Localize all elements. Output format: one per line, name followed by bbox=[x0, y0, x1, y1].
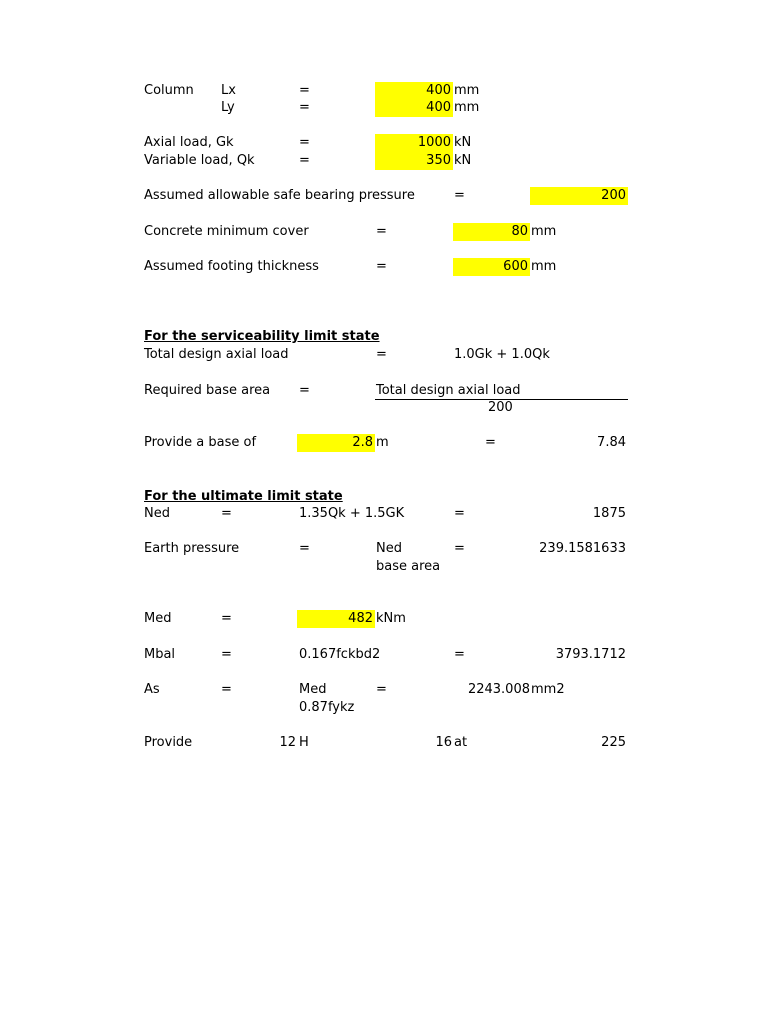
cover-unit: mm bbox=[531, 224, 557, 239]
equals-sign: = bbox=[376, 259, 387, 274]
cover-label: Concrete minimum cover bbox=[144, 224, 309, 239]
ly-unit: mm bbox=[454, 100, 480, 115]
equals-sign: = bbox=[376, 347, 387, 362]
base-size-unit: m bbox=[376, 435, 389, 450]
bar-type: H bbox=[299, 735, 309, 750]
earth-pressure-denominator: base area bbox=[376, 559, 441, 574]
equals-sign: = bbox=[485, 435, 496, 450]
equals-sign: = bbox=[299, 83, 310, 98]
equals-sign: = bbox=[454, 188, 465, 203]
equals-sign: = bbox=[299, 383, 310, 398]
as-value: 2243.008 bbox=[467, 682, 530, 697]
earth-pressure-value: 239.1581633 bbox=[539, 541, 626, 556]
at-label: at bbox=[454, 735, 468, 750]
thickness-unit: mm bbox=[531, 259, 557, 274]
bar-spacing: 225 bbox=[601, 735, 626, 750]
base-size-input-cell[interactable] bbox=[297, 434, 375, 452]
qk-input-cell[interactable] bbox=[375, 152, 453, 170]
ly-value: 400 bbox=[426, 100, 451, 115]
ned-value: 1875 bbox=[592, 506, 626, 521]
equals-sign: = bbox=[376, 224, 387, 239]
total-design-load-formula: 1.0Gk + 1.0Qk bbox=[454, 347, 550, 362]
bearing-input-cell[interactable] bbox=[530, 187, 628, 205]
med-unit: kNm bbox=[376, 611, 406, 626]
ned-label: Ned bbox=[144, 506, 170, 521]
bearing-pressure-label: Assumed allowable safe bearing pressure bbox=[144, 188, 415, 203]
thickness-label: Assumed footing thickness bbox=[144, 259, 319, 274]
qk-value: 350 bbox=[426, 153, 451, 168]
provide-base-label: Provide a base of bbox=[144, 435, 257, 450]
ly-input-cell[interactable] bbox=[375, 99, 453, 117]
equals-sign: = bbox=[221, 506, 232, 521]
thickness-value: 600 bbox=[503, 259, 528, 274]
axial-load-label: Axial load, Gk bbox=[144, 135, 234, 150]
med-label: Med bbox=[144, 611, 172, 626]
base-size-value: 2.8 bbox=[352, 435, 373, 450]
equals-sign: = bbox=[454, 541, 465, 556]
equals-sign: = bbox=[221, 682, 232, 697]
ly-label: Ly bbox=[221, 100, 235, 115]
base-area-numerator: Total design axial load bbox=[376, 383, 521, 398]
gk-value: 1000 bbox=[417, 135, 451, 150]
thickness-input-cell[interactable] bbox=[453, 258, 530, 276]
cover-input-cell[interactable] bbox=[453, 223, 530, 241]
equals-sign: = bbox=[454, 506, 465, 521]
equals-sign: = bbox=[221, 611, 232, 626]
equals-sign: = bbox=[376, 682, 387, 697]
qk-unit: kN bbox=[454, 153, 472, 168]
mbal-value: 3793.1712 bbox=[555, 647, 626, 662]
bar-count: 12 bbox=[279, 735, 296, 750]
sls-heading: For the serviceability limit state bbox=[144, 329, 380, 344]
earth-pressure-label: Earth pressure bbox=[144, 541, 240, 556]
lx-unit: mm bbox=[454, 83, 480, 98]
as-numerator: Med bbox=[299, 682, 327, 697]
cover-value: 80 bbox=[511, 224, 528, 239]
equals-sign: = bbox=[299, 541, 310, 556]
lx-label: Lx bbox=[221, 83, 236, 98]
bearing-value: 200 bbox=[601, 188, 626, 203]
mbal-label: Mbal bbox=[144, 647, 176, 662]
lx-input-cell[interactable] bbox=[375, 82, 453, 100]
as-label: As bbox=[144, 682, 160, 697]
bar-diameter: 16 bbox=[435, 735, 452, 750]
base-area-denominator: 200 bbox=[488, 400, 513, 415]
gk-input-cell[interactable] bbox=[375, 134, 453, 152]
equals-sign: = bbox=[221, 647, 232, 662]
equals-sign: = bbox=[299, 153, 310, 168]
lx-value: 400 bbox=[426, 83, 451, 98]
equals-sign: = bbox=[454, 647, 465, 662]
variable-load-label: Variable load, Qk bbox=[144, 153, 255, 168]
provide-label: Provide bbox=[144, 735, 193, 750]
as-denominator: 0.87fykz bbox=[299, 700, 355, 715]
required-base-area-label: Required base area bbox=[144, 383, 271, 398]
total-design-load-label: Total design axial load bbox=[144, 347, 289, 362]
med-value: 482 bbox=[348, 611, 373, 626]
mbal-formula: 0.167fckbd2 bbox=[299, 647, 381, 662]
as-unit: mm2 bbox=[531, 682, 565, 697]
uls-heading: For the ultimate limit state bbox=[144, 489, 343, 504]
gk-unit: kN bbox=[454, 135, 472, 150]
equals-sign: = bbox=[299, 100, 310, 115]
med-input-cell[interactable] bbox=[297, 610, 375, 628]
equals-sign: = bbox=[299, 135, 310, 150]
base-area-result: 7.84 bbox=[597, 435, 626, 450]
ned-formula: 1.35Qk + 1.5GK bbox=[299, 506, 405, 521]
column-label: Column bbox=[144, 83, 194, 98]
earth-pressure-numerator: Ned bbox=[376, 541, 402, 556]
